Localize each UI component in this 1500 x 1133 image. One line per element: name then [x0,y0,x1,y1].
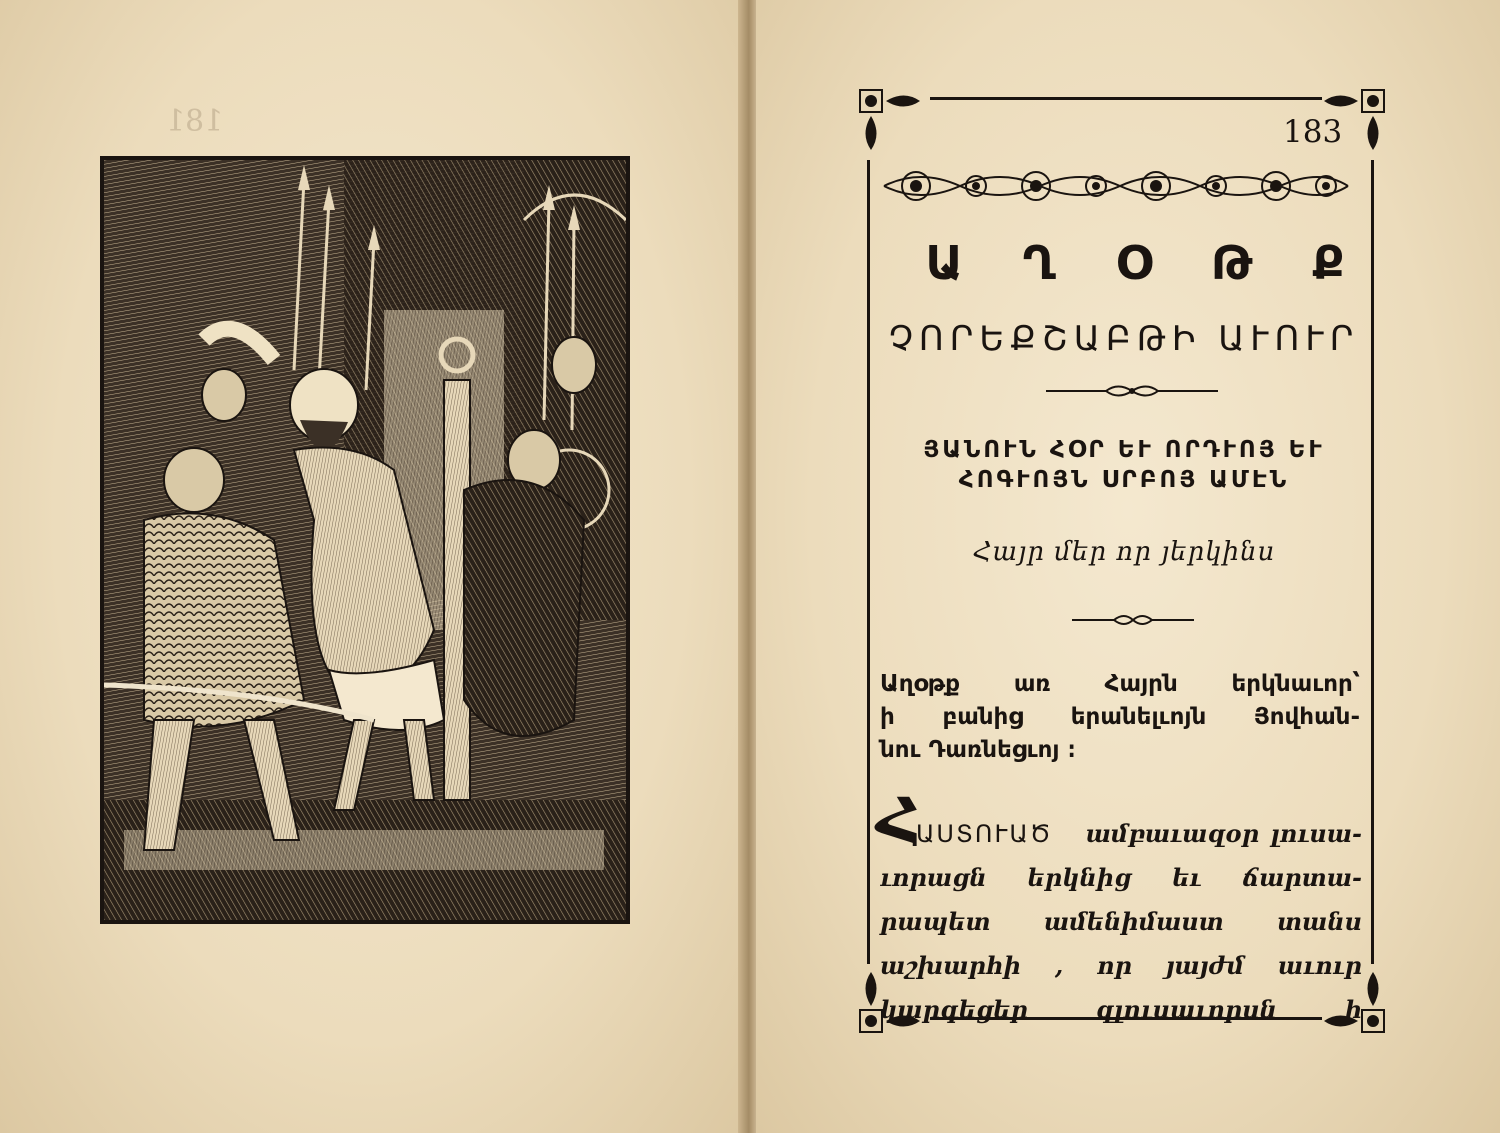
flourish-divider-icon [1072,612,1194,628]
body-line: ւորացն երկնից եւ ճարտա- [880,863,1362,892]
rubric-line: ի բանից երանելւոյն Յովհան- [880,704,1360,730]
ghost-page-number: 181 [166,104,224,139]
prayer-heading: Ա Ղ Օ Թ Ք [925,236,1367,290]
engraving-picture [104,160,626,920]
rubric-paragraph [880,668,1360,767]
corner-ornament-icon [858,88,930,160]
page-number: 183 [1283,114,1343,150]
flourish-divider-icon [1046,382,1218,400]
flower-band-ornament-icon [880,164,1352,208]
body-line: րապետ ամենիմաստ տանս [880,907,1362,936]
prayer-body [880,812,1362,1032]
rubric-line: նու Դառնեցւոյ ։ [880,737,1076,763]
body-line: կարգեցեր զլուսաւորսն ի [880,995,1362,1024]
body-line [880,812,1362,856]
invocation-line: ՅԱՆՈՒՆ ՀՕՐ ԵՒ ՈՐԴՒՈՅ ԵՒ [923,437,1325,463]
invocation-line: ՀՈԳՒՈՅՆ ՍՐԲՈՅ ԱՄԷՆ [958,467,1290,493]
prayer-intro: Հայր մեր որ յերկինս [972,537,1276,567]
body-first-word: ԱՍՏՈՒԱԾ [916,820,1053,848]
body-line: աշխարհի , որ յայժմ աւուր [880,951,1362,980]
day-heading: ՉՈՐԵՔՇԱԲԹԻ ԱՒՈՒՐ [888,319,1360,359]
drop-cap: Հ [876,784,922,857]
left-page [0,0,744,1133]
frame-rule-top [930,97,1322,100]
invocation [870,435,1378,495]
body-line-text: ամբաւազօր լուսա- [1085,819,1362,848]
engraving-illustration [100,156,630,924]
rubric-line: Աղօթք առ Հայրն երկնաւոր՝ [880,671,1360,697]
